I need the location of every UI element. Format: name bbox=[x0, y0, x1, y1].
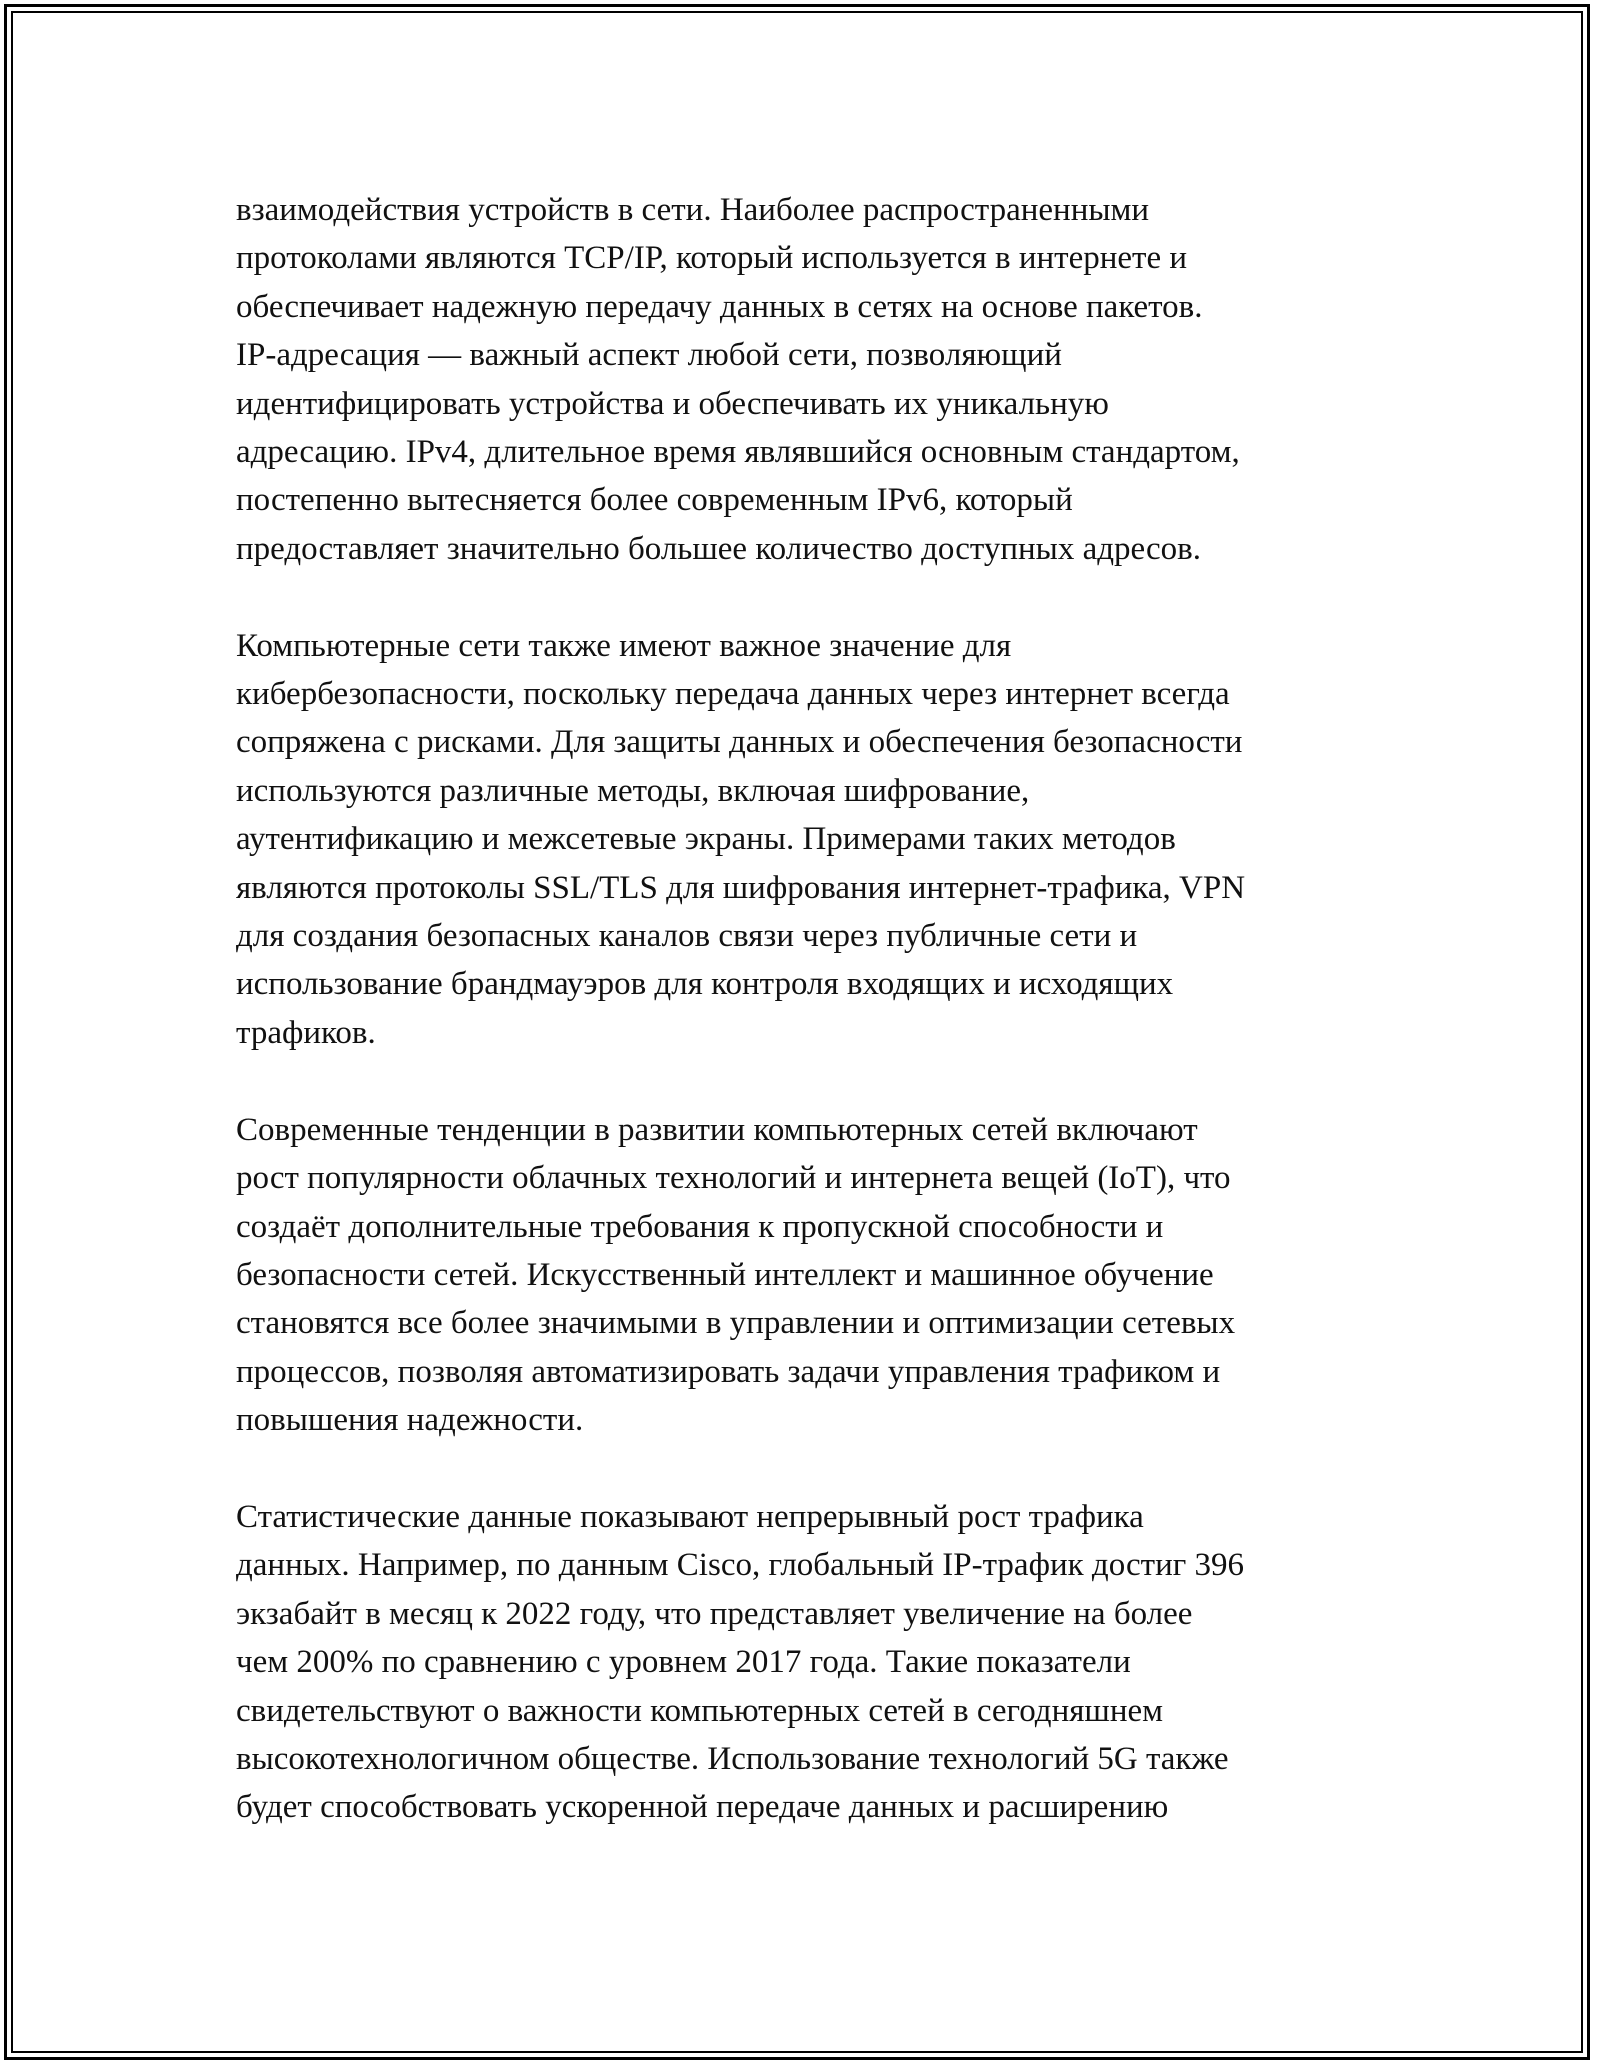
text-line: для создания безопасных каналов связи через публичные сети и bbox=[236, 918, 1138, 955]
text-line: свидетельствуют о важности компьютерных сетей в сегодняшнем bbox=[236, 1692, 1164, 1729]
text-line: протоколами являются TCP/IP, который используется в интернете и bbox=[236, 240, 1188, 277]
text-line: кибербезопасности, поскольку передача данных через интернет всегда bbox=[236, 676, 1230, 713]
text-line: используются различные методы, включая шифрование, bbox=[236, 772, 1030, 809]
text-line: процессов, позволяя автоматизировать задачи управления трафиком и bbox=[236, 1353, 1221, 1390]
text-line: экзабайт в месяц к 2022 году, что представляет увеличение на более bbox=[236, 1595, 1193, 1632]
text-line: рост популярности облачных технологий и интернета вещей (IoT), что bbox=[236, 1160, 1231, 1197]
text-line: данных. Например, по данным Cisco, глобальный IP-трафик достиг 396 bbox=[236, 1547, 1245, 1584]
text-line: повышения надежности. bbox=[236, 1402, 584, 1439]
text-line: чем 200% по сравнению с уровнем 2017 года. Такие показатели bbox=[236, 1644, 1131, 1681]
paragraph-cybersecurity bbox=[236, 622, 1396, 1058]
text-line: сопряжена с рисками. Для защиты данных и обеспечения безопасности bbox=[236, 724, 1243, 761]
text-line: становятся все более значимыми в управлении и оптимизации сетевых bbox=[236, 1305, 1236, 1342]
text-line: постепенно вытесняется более современным IPv6, который bbox=[236, 482, 1073, 519]
text-line: аутентификацию и межсетевые экраны. Примерами таких методов bbox=[236, 821, 1176, 858]
text-line: создаёт дополнительные требования к пропускной способности и bbox=[236, 1208, 1164, 1245]
text-line: идентифицировать устройства и обеспечивать их уникальную bbox=[236, 385, 1109, 422]
text-line: обеспечивает надежную передачу данных в сетях на основе пакетов. bbox=[236, 288, 1203, 325]
text-line: адресацию. IPv4, длительное время являвшийся основным стандартом, bbox=[236, 434, 1240, 471]
text-line: являются протоколы SSL/TLS для шифрования интернет-трафика, VPN bbox=[236, 869, 1246, 906]
text-line: взаимодействия устройств в сети. Наиболее распространенными bbox=[236, 192, 1150, 228]
text-line: безопасности сетей. Искусственный интеллект и машинное обучение bbox=[236, 1256, 1214, 1293]
paragraph-ip-addressing bbox=[236, 186, 1396, 573]
text-line: высокотехнологичном обществе. Использование технологий 5G также bbox=[236, 1740, 1229, 1777]
text-line: Статистические данные показывают непрерывный рост трафика bbox=[236, 1498, 1144, 1535]
document-body bbox=[236, 186, 1396, 1880]
paragraph-statistics bbox=[236, 1493, 1396, 1832]
text-line: использование брандмауэров для контроля входящих и исходящих bbox=[236, 966, 1174, 1003]
text-line: Современные тенденции в развитии компьютерных сетей включают bbox=[236, 1111, 1198, 1148]
text-line: Компьютерные сети также имеют важное значение для bbox=[236, 627, 1012, 664]
text-line: трафиков. bbox=[236, 1014, 376, 1051]
paragraph-trends bbox=[236, 1106, 1396, 1445]
text-line: предоставляет значительно большее количество доступных адресов. bbox=[236, 530, 1201, 567]
text-line: IP-адресация — важный аспект любой сети, позволяющий bbox=[236, 337, 1062, 374]
text-line: будет способствовать ускоренной передаче данных и расширению bbox=[236, 1789, 1169, 1826]
